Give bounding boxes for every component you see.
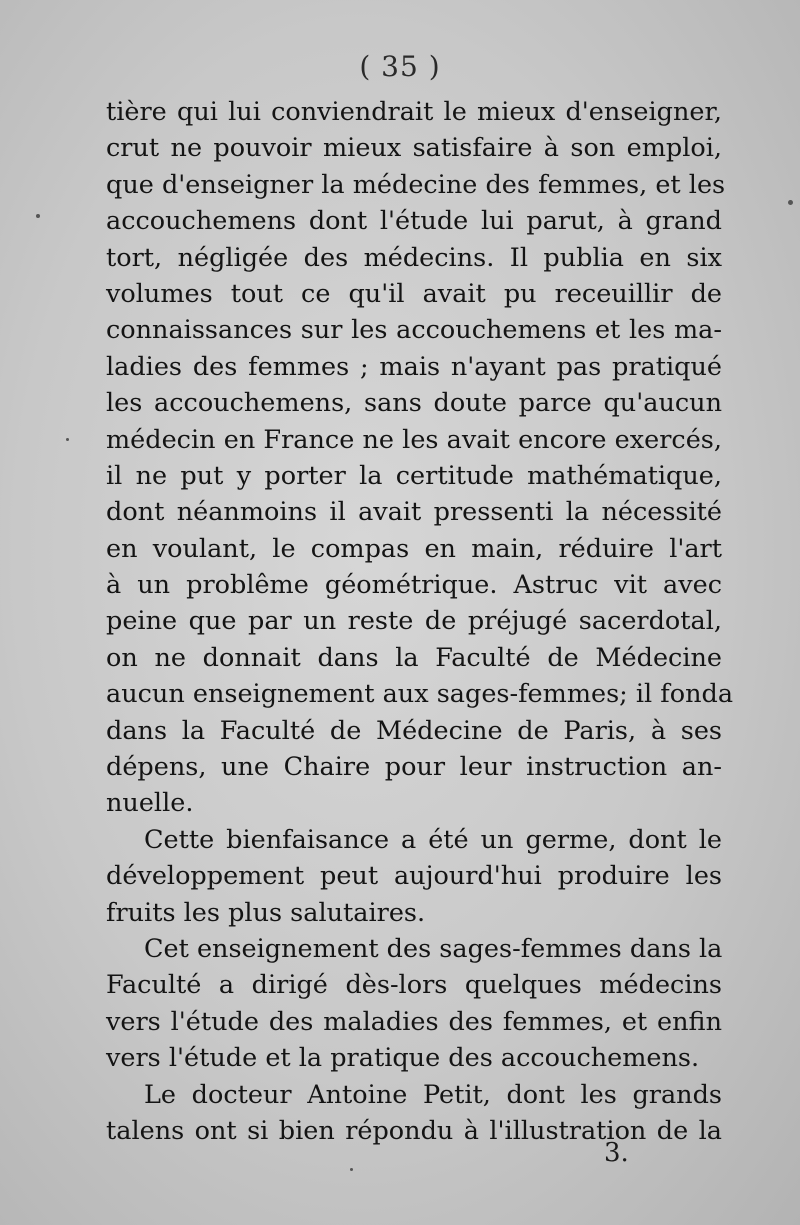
text-line: en voulant, le compas en main, réduire l'art bbox=[106, 533, 722, 564]
paper-speck bbox=[66, 438, 69, 441]
paper-speck bbox=[36, 214, 40, 218]
text-line: tière qui lui conviendrait le mieux d'enseigner, bbox=[106, 97, 722, 127]
text-line: les accouchemens, sans doute parce qu'aucun bbox=[106, 388, 722, 419]
text-line: ladies des femmes ; mais n'ayant pas pratiqué bbox=[106, 351, 722, 382]
text-line: crut ne pouvoir mieux satisfaire à son emploi, bbox=[106, 133, 722, 164]
body-text bbox=[106, 94, 734, 1149]
text-line: dépens, une Chaire pour leur instruction an- bbox=[106, 752, 722, 783]
text-line: peine que par un reste de préjugé sacerdotal, bbox=[106, 606, 722, 637]
text-line: aucun enseignement aux sages-femmes; il fonda bbox=[106, 679, 734, 710]
text-line: tort, négligée des médecins. Il publia en six bbox=[106, 242, 722, 273]
text-line: connaissances sur les accouchemens et les ma- bbox=[106, 315, 722, 346]
paragraph-start-line: Le docteur Antoine Petit, dont les grands bbox=[144, 1079, 722, 1110]
text-line: fruits les plus salutaires. bbox=[106, 897, 426, 928]
text-line: développement peut aujourd'hui produire les bbox=[106, 861, 722, 892]
text-line: à un problême géométrique. Astruc vit avec bbox=[106, 570, 722, 601]
text-line: que d'enseigner la médecine des femmes, et les bbox=[106, 169, 726, 200]
text-line: vers l'étude et la pratique des accouchemens. bbox=[106, 1043, 700, 1074]
paper-speck bbox=[350, 1168, 353, 1171]
text-line: on ne donnait dans la Faculté de Médecine bbox=[106, 642, 722, 673]
text-line: Faculté a dirigé dès-lors quelques médecins bbox=[106, 970, 722, 1001]
text-line: dans la Faculté de Médecine de Paris, à ses bbox=[106, 715, 722, 746]
page-number: ( 35 ) bbox=[359, 50, 441, 83]
text-line: médecin en France ne les avait encore exercés, bbox=[106, 424, 722, 455]
paper-speck bbox=[788, 200, 793, 205]
signature-mark: 3. bbox=[604, 1138, 629, 1168]
text-line: vers l'étude des maladies des femmes, et enfin bbox=[106, 1006, 722, 1037]
text-line: talens ont si bien répondu à l'illustration de la bbox=[106, 1115, 722, 1146]
text-line: accouchemens dont l'étude lui parut, à grand bbox=[106, 206, 722, 237]
text-line: volumes tout ce qu'il avait pu receuillir de bbox=[106, 278, 722, 309]
text-line: dont néanmoins il avait pressenti la nécessité bbox=[106, 497, 722, 528]
text-line: nuelle. bbox=[106, 788, 194, 819]
paragraph-start-line: Cet enseignement des sages-femmes dans la bbox=[144, 933, 723, 964]
paragraph-start-line: Cette bienfaisance a été un germe, dont le bbox=[144, 824, 722, 855]
text-line: il ne put y porter la certitude mathématique, bbox=[106, 460, 722, 491]
